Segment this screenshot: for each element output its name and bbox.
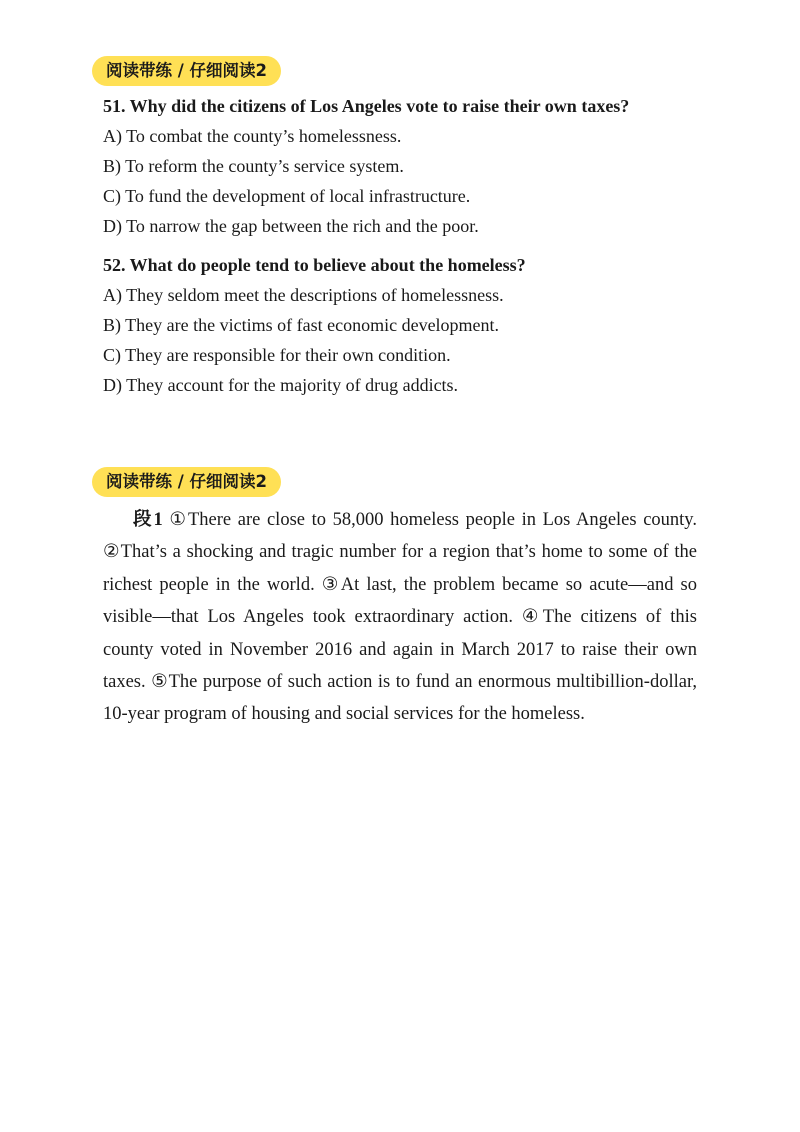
- option-d: D) They account for the majority of drug addicts.: [103, 375, 459, 395]
- question-title: 52. What do people tend to believe about the homeless?: [103, 255, 526, 275]
- option-b: B) To reform the county’s service system.: [103, 156, 404, 176]
- option-c: C) They are responsible for their own condition.: [103, 345, 451, 365]
- option-c: C) To fund the development of local infrastructure.: [103, 186, 471, 206]
- paragraph-label: 段1: [133, 510, 163, 530]
- section-tag: 阅读带练 / 仔细阅读2: [92, 467, 281, 497]
- option-b: B) They are the victims of fast economic development.: [103, 315, 500, 335]
- question-title: 51. Why did the citizens of Los Angeles vote to raise their own taxes?: [103, 96, 630, 116]
- paragraph-text: ①There are close to 58,000 homeless people in Los Angeles county. ②That’s a shocking and tragic number for a region that’s home to some of the richest people in the world. ③At last, the problem became so acute—and so visible—that Los Angeles took extraordinary action. ④The citizens of this county voted in November 2016 and again in March 2017 to raise their own taxes. ⑤The purpose of such action is to fund an enormous multibillion-dollar, 10-year program of housing and social services for the homeless.: [103, 510, 697, 725]
- option-a: A) To combat the county’s homelessness.: [103, 126, 402, 146]
- option-d: D) To narrow the gap between the rich and the poor.: [103, 216, 479, 236]
- option-a: A) They seldom meet the descriptions of homelessness.: [103, 285, 504, 305]
- question-51: [103, 91, 703, 241]
- passage-paragraph: [103, 504, 697, 731]
- section-tag: 阅读带练 / 仔细阅读2: [92, 56, 281, 86]
- question-52: [103, 250, 703, 400]
